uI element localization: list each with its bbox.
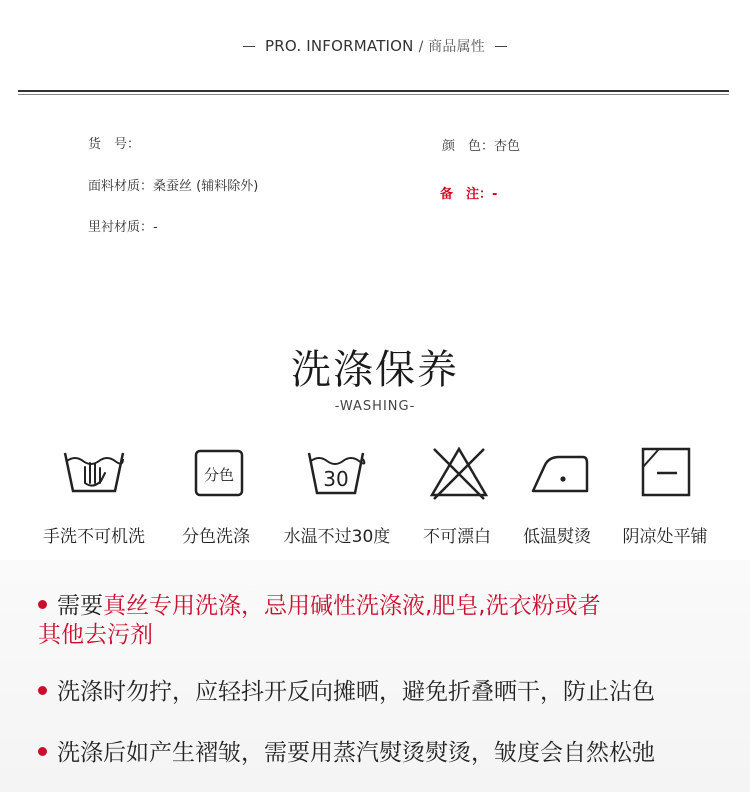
section-header bbox=[0, 36, 750, 56]
water-temp-text: 30 bbox=[323, 467, 349, 491]
note-1-prefix: 需要 bbox=[57, 593, 103, 619]
lining-label: 里衬材质： bbox=[88, 220, 154, 235]
note-item-1 bbox=[38, 592, 601, 650]
care-label-separate: 分色洗涤 bbox=[182, 527, 250, 547]
bullet-dot-icon bbox=[38, 686, 47, 695]
remark-label: 备 注： bbox=[440, 187, 493, 202]
care-label-water-temp: 水温不过30度 bbox=[283, 527, 391, 547]
dry-flat-shade-icon bbox=[631, 443, 701, 503]
property-lining bbox=[88, 216, 158, 235]
divider-top bbox=[18, 90, 729, 92]
no-bleach-icon bbox=[424, 443, 494, 503]
bullet-dot-icon bbox=[38, 747, 47, 756]
note-2-text: 洗涤时勿拧，应轻抖开反向摊晒，避免折叠晒干，防止沾色 bbox=[57, 679, 655, 705]
header-dash-left bbox=[243, 46, 255, 47]
property-item-no bbox=[88, 133, 140, 152]
fabric-value: 桑蚕丝 (辅料除外) bbox=[153, 179, 259, 194]
property-color bbox=[442, 135, 520, 154]
color-value: 杏色 bbox=[494, 139, 521, 154]
property-remark bbox=[440, 183, 497, 202]
note-1-line2: 其他去污剂 bbox=[38, 622, 153, 648]
color-label: 颜 色： bbox=[442, 139, 495, 154]
divider-bottom bbox=[18, 94, 729, 95]
water-temp-30-icon bbox=[301, 443, 371, 503]
note-item-3 bbox=[38, 739, 655, 768]
hand-wash-icon bbox=[59, 443, 129, 503]
iron-low-icon bbox=[527, 443, 597, 503]
header-dash-right bbox=[495, 46, 507, 47]
property-fabric bbox=[88, 175, 258, 194]
washing-subtitle: -WASHING- bbox=[334, 399, 416, 414]
care-label-iron: 低温熨烫 bbox=[523, 527, 591, 547]
fabric-label: 面料材质： bbox=[88, 179, 154, 194]
wash-separately-text: 分色 bbox=[203, 466, 235, 484]
note-item-2 bbox=[38, 678, 655, 707]
note-1-highlight: 真丝专用洗涤，忌用碱性洗涤液,肥皂,洗衣粉或者 bbox=[103, 593, 601, 619]
washing-title: 洗涤保养 bbox=[291, 347, 459, 393]
header-title: PRO. INFORMATION bbox=[265, 37, 414, 55]
care-label-no-bleach: 不可漂白 bbox=[423, 527, 491, 547]
lining-value: - bbox=[153, 220, 158, 235]
wash-separately-icon bbox=[184, 443, 254, 503]
note-3-text: 洗涤后如产生褶皱，需要用蒸汽熨烫熨烫，皱度会自然松弛 bbox=[57, 740, 655, 766]
bullet-dot-icon bbox=[38, 600, 47, 609]
care-label-dry-flat: 阴凉处平铺 bbox=[622, 527, 708, 547]
remark-value: - bbox=[492, 187, 498, 202]
care-label-hand-wash: 手洗不可机洗 bbox=[43, 527, 145, 547]
item-no-label: 货 号： bbox=[88, 137, 141, 152]
header-subtitle: / 商品属性 bbox=[418, 39, 485, 55]
